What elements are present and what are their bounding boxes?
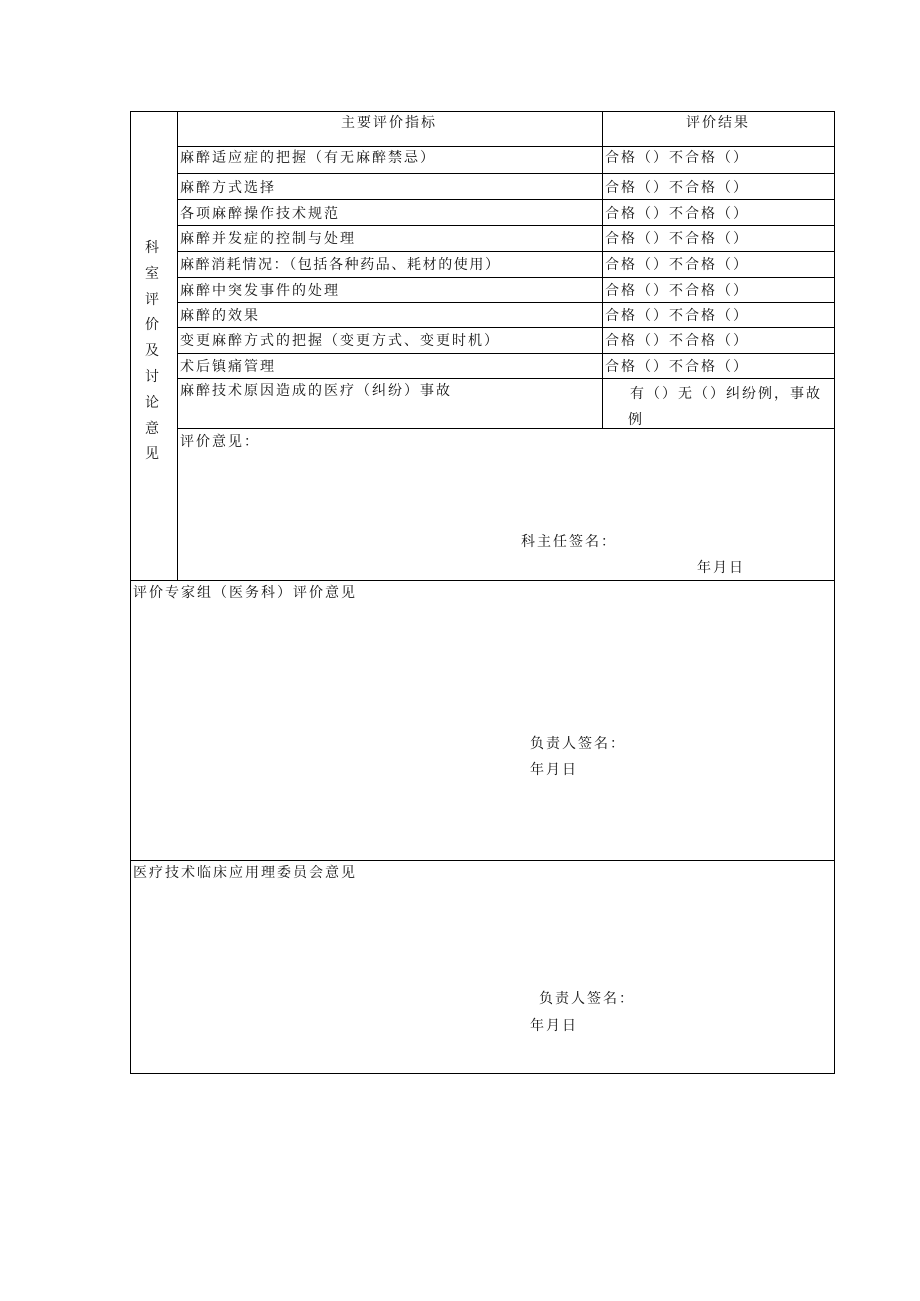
indicator-cell: 各项麻醉操作技术规范: [180, 206, 340, 222]
director-date-label: 年月日: [697, 560, 745, 576]
expert-signature-label: 负责人签名：: [530, 736, 626, 752]
result-cell: 合格（）不合格（）: [605, 283, 749, 299]
director-signature-label: 科主任签名：: [521, 534, 617, 550]
expert-date-label: 年月日: [530, 762, 578, 778]
row-divider: [177, 277, 835, 278]
opinion-label: 评价意见：: [180, 434, 260, 450]
indicator-cell: 麻醉消耗情况：（包括各种药品、耗材的使用）: [180, 257, 501, 273]
indicator-cell: 麻醉方式选择: [180, 180, 276, 196]
committee-signature-label: 负责人签名：: [539, 991, 635, 1007]
indicator-header: 主要评价指标: [341, 115, 437, 131]
column-divider: [602, 111, 603, 428]
row-divider: [177, 353, 835, 354]
indicator-cell: 麻醉中突发事件的处理: [180, 283, 340, 299]
committee-section-title: 医疗技术临床应用理委员会意见: [133, 865, 357, 881]
result-cell: 合格（）不合格（）: [605, 231, 749, 247]
row-divider: [177, 302, 835, 303]
result-header: 评价结果: [686, 115, 750, 131]
result-cell: 合格（）不合格（）: [605, 359, 749, 375]
indicator-cell: 变更麻醉方式的把握（变更方式、变更时机）: [180, 333, 500, 349]
result-cell: 合格（）不合格（）: [605, 206, 749, 222]
section-divider: [130, 580, 835, 581]
result-cell: 合格（）不合格（）: [605, 180, 749, 196]
section-divider: [130, 860, 835, 861]
row-divider: [177, 173, 835, 174]
row-divider: [177, 199, 835, 200]
indicator-cell: 术后镇痛管理: [180, 359, 276, 375]
side-label-divider: [177, 111, 178, 580]
row-divider: [177, 146, 835, 147]
expert-section-title: 评价专家组（医务科）评价意见: [133, 585, 357, 601]
indicator-cell: 麻醉适应症的把握（有无麻醉禁忌）: [180, 150, 436, 166]
side-label: 科室评价及讨论意见: [145, 240, 159, 463]
result-cell: 合格（）不合格（）: [605, 308, 749, 324]
result-cell: 合格（）不合格（）: [605, 150, 749, 166]
indicator-cell: 麻醉并发症的控制与处理: [180, 231, 356, 247]
indicator-cell: 麻醉技术原因造成的医疗（纠纷）事故: [180, 383, 452, 399]
result-cell: 合格（）不合格（）: [605, 333, 749, 349]
dispute-result-cell: 有（）无（）纠纷例，事故例: [628, 386, 822, 428]
result-cell: 合格（）不合格（）: [605, 257, 749, 273]
row-divider: [177, 225, 835, 226]
indicator-cell: 麻醉的效果: [180, 308, 260, 324]
committee-date-label: 年月日: [530, 1018, 578, 1034]
row-divider: [177, 378, 835, 379]
row-divider: [177, 251, 835, 252]
row-divider: [177, 327, 835, 328]
